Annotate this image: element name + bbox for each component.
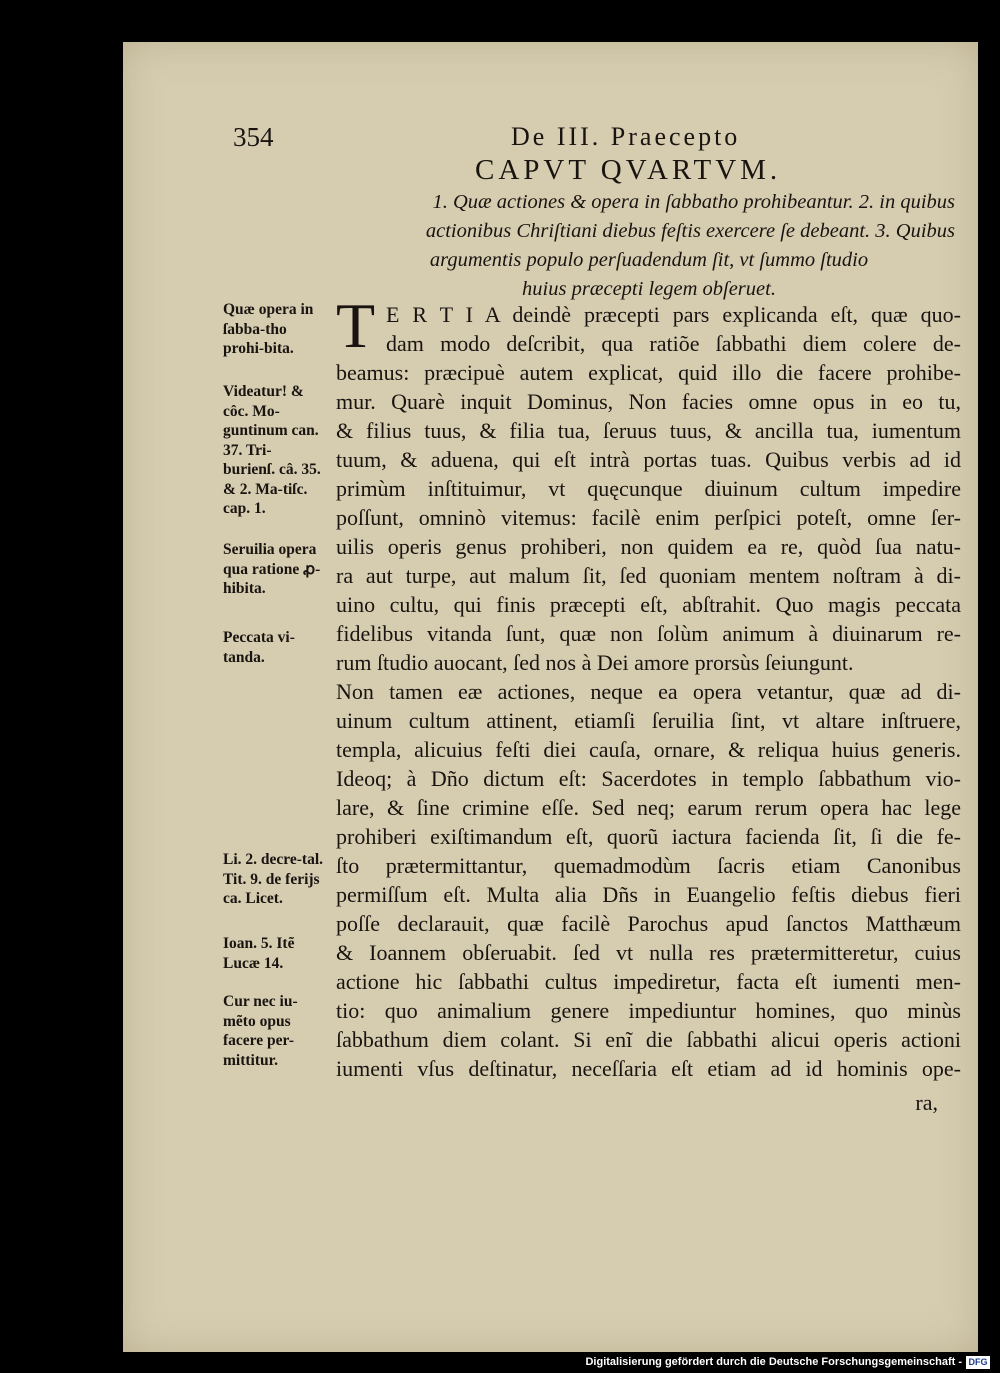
- dfg-logo-icon: DFG: [966, 1356, 990, 1369]
- margin-note: Peccata vi-tanda.: [223, 629, 295, 666]
- chapter-title: CAPVT QVARTVM.: [475, 154, 782, 186]
- text-line: primùm inſtituimur, vt quęcunque diuinum cultum impedire: [336, 476, 961, 501]
- summary-line: huius præcepti legem obſeruet.: [522, 278, 776, 300]
- margin-note: Seruilia opera qua ratione ꝓ-hibita.: [223, 541, 321, 597]
- text-line: uinum cultum attinent, etiamſi ſeruilia ſint, vt altare inſtruere,: [336, 708, 961, 733]
- text-line: ſto prætermittantur, quemadmodùm ſacris etiam Canonibus: [336, 853, 961, 878]
- catchword: ra,: [915, 1090, 938, 1115]
- summary-line: 1. Quæ actiones & opera in ſabbatho prohibeantur. 2. in quibus: [432, 191, 955, 213]
- summary-line: actionibus Chriſtiani diebus feſtis exercere ſe debeant. 3. Quibus: [425, 220, 955, 242]
- text-line: lare, & ſine crimine eſſe. Sed neq; earum rerum opera hac lege: [336, 795, 961, 820]
- text-line: fidelibus vitanda ſunt, quæ non ſolùm animum à diuinarum re-: [336, 621, 961, 646]
- margin-note: Videatur! & côc. Mo-guntinum can. 37. Tri-burienſ. câ. 35. & 2. Ma-tiſc. cap. 1.: [223, 383, 321, 517]
- text-line: templa, alicuius feſti diei cauſa, ornare, & reliqua huius generis.: [336, 737, 961, 762]
- text-line: tuum, & aduena, qui eſt intrà portas tuas. Quibus verbis ad id: [336, 447, 961, 472]
- text-line: uino cultu, qui finis præcepti eſt, abſtrahit. Quo magis peccata: [336, 592, 961, 617]
- text-line: mur. Quarè inquit Dominus, Non facies omne opus in eo tu,: [336, 389, 961, 414]
- running-head: De III. Praecepto: [511, 122, 741, 151]
- text-line: Non tamen eæ actiones, neque ea opera vetantur, quæ ad di-: [336, 679, 961, 704]
- margin-note: Li. 2. decre-tal. Tit. 9. de ferijs ca. Licet.: [223, 851, 324, 907]
- text-line: rum ſtudio auocant, ſed nos à Dei amore prorsùs ſeiungunt.: [336, 650, 854, 675]
- text-line: prohiberi exiſtimandum eſt, quorũ iactura facienda ſit, ſi die fe-: [336, 824, 961, 849]
- main-text: [336, 290, 961, 1083]
- summary-line: argumentis populo perſuadendum ſit, vt ſummo ſtudio: [429, 249, 869, 271]
- drop-cap: T: [336, 290, 376, 361]
- margin-note: Cur nec iu-mẽto opus facere per-mittitur.: [223, 993, 298, 1069]
- page-header: [233, 114, 933, 154]
- text-line: & filius tuus, & filia tua, ſeruus tuus, & ancilla tua, iumentum: [336, 418, 961, 443]
- text-line: iumenti vſus deſtinatur, neceſſaria eſt etiam ad id hominis ope-: [336, 1056, 961, 1081]
- text-line: tio: quo animalium genere impediuntur homines, quo minùs: [336, 998, 961, 1023]
- text-line: ra aut turpe, aut malum ſit, ſed quoniam mentem noſtram à di-: [336, 563, 961, 588]
- book-page: [123, 42, 978, 1352]
- text-line: E R T I A deindè præcepti pars explicanda eſt, quæ quo-: [386, 302, 961, 327]
- text-line: poſſunt, omninò vitemus: facilè enim perſpici poteſt, omne ſer-: [336, 505, 961, 530]
- text-line: permiſſum eſt. Multa alia Dñs in Euangelio feſtis diebus fieri: [336, 882, 961, 907]
- text-line: ſabbathum diem colant. Si enĩ die ſabbathi alicui operis actioni: [336, 1027, 961, 1052]
- text-line: Ideoq; à Dño dictum eſt: Sacerdotes in templo ſabbathum vio-: [336, 766, 961, 791]
- text-line: poſſe declarauit, quæ facilè Parochus apud ſanctos Matthæum: [336, 911, 961, 936]
- text-line: dam modo deſcribit, qua ratiõe ſabbathi diem colere de-: [386, 331, 961, 356]
- text-line: beamus: præcipuè autem explicat, quid illo die facere prohibe-: [336, 360, 961, 385]
- funding-credit: Digitalisierung gefördert durch die Deutsche Forschungsgemeinschaft -: [585, 1356, 962, 1368]
- text-line: actione hic ſabbathi cultus impediretur, facta eſt iumenti men-: [336, 969, 961, 994]
- margin-note: Ioan. 5. Itẽ Lucæ 14.: [223, 935, 295, 972]
- text-line: uilis operis genus prohiberi, non quidem ea re, quòd ſua natu-: [336, 534, 961, 559]
- chapter-summary: [343, 188, 955, 304]
- page-number: 354: [233, 122, 274, 152]
- margin-note: Quæ opera in ſabba-tho prohi-bita.: [223, 301, 314, 357]
- text-line: & Ioannem obſeruabit. ſed vt nulla res prætermitteretur, cuius: [336, 940, 961, 965]
